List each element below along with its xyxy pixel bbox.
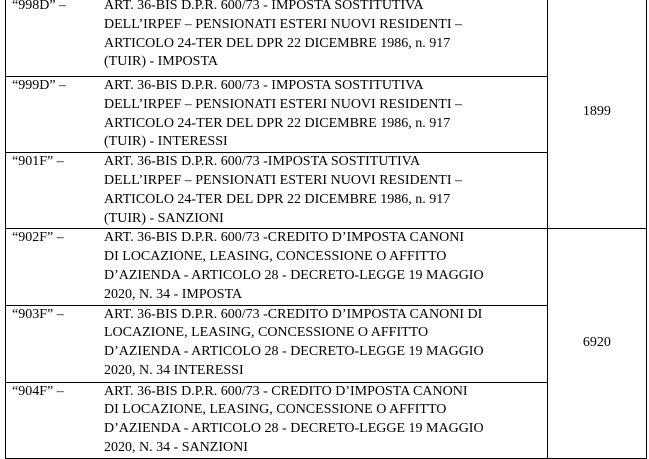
tax-code: “998D” –	[12, 0, 67, 13]
table-row	[6, 0, 647, 77]
description-line: ARTICOLO 24-TER DEL DPR 22 DICEMBRE 1986, n. 917	[104, 115, 451, 131]
description-line: LOCAZIONE, LEASING, CONCESSIONE O AFFITTO	[104, 325, 429, 341]
group-value-cell: 6920	[547, 229, 646, 458]
code-description-cell	[6, 77, 548, 153]
tax-code-description	[104, 153, 547, 228]
tax-code-description	[104, 0, 547, 72]
description-line: ART. 36-BIS D.P.R. 600/73 -CREDITO D’IMPOSTA CANONI DI	[104, 306, 483, 322]
description-line: D’AZIENDA - ARTICOLO 28 - DECRETO-LEGGE 19 MAGGIO	[104, 267, 484, 283]
tax-code: “903F” –	[12, 306, 64, 322]
description-line: 2020, N. 34 INTERESSI	[104, 362, 244, 378]
description-line: 2020, N. 34 - IMPOSTA	[104, 286, 243, 302]
description-line: ART. 36-BIS D.P.R. 600/73 - IMPOSTA SOSTITUTIVA	[104, 0, 424, 13]
tax-code-description	[104, 306, 547, 381]
description-line: ARTICOLO 24-TER DEL DPR 22 DICEMBRE 1986, n. 917	[104, 35, 451, 51]
tax-code-description	[104, 77, 547, 152]
tax-code-description	[104, 383, 547, 458]
description-line: DELL’IRPEF – PENSIONATI ESTERI NUOVI RESIDENTI –	[104, 172, 463, 188]
description-line: ART. 36-BIS D.P.R. 600/73 - CREDITO D’IMPOSTA CANONI	[104, 383, 468, 399]
description-line: DI LOCAZIONE, LEASING, CONCESSIONE O AFFITTO	[104, 402, 447, 418]
description-line: (TUIR) - SANZIONI	[104, 210, 224, 226]
tax-code: “901F” –	[12, 154, 64, 170]
tax-code: “902F” –	[12, 230, 64, 246]
tax-code: “904F” –	[12, 383, 64, 399]
code-description-cell	[6, 382, 548, 458]
group-value-cell: 1899	[547, 0, 646, 229]
tax-code-description	[104, 229, 547, 304]
description-line: D’AZIENDA - ARTICOLO 28 - DECRETO-LEGGE 19 MAGGIO	[104, 421, 484, 437]
code-description-cell	[6, 153, 548, 229]
description-line: DELL’IRPEF – PENSIONATI ESTERI NUOVI RESIDENTI –	[104, 16, 463, 32]
description-line: ART. 36-BIS D.P.R. 600/73 - IMPOSTA SOSTITUTIVA	[104, 78, 424, 93]
description-line: ART. 36-BIS D.P.R. 600/73 -IMPOSTA SOSTITUTIVA	[104, 154, 421, 170]
description-line: DELL’IRPEF – PENSIONATI ESTERI NUOVI RESIDENTI –	[104, 96, 463, 112]
tax-code: “999D” –	[12, 78, 67, 93]
description-line: (TUIR) - IMPOSTA	[104, 54, 218, 70]
code-description-cell	[6, 305, 548, 382]
code-description-cell	[6, 0, 548, 77]
description-line: D’AZIENDA - ARTICOLO 28 - DECRETO-LEGGE 19 MAGGIO	[104, 344, 484, 360]
description-line: 2020, N. 34 - SANZIONI	[104, 439, 248, 455]
description-line: (TUIR) - INTERESSI	[104, 134, 228, 150]
description-line: DI LOCAZIONE, LEASING, CONCESSIONE O AFFITTO	[104, 249, 447, 265]
description-line: ARTICOLO 24-TER DEL DPR 22 DICEMBRE 1986, n. 917	[104, 191, 451, 207]
tax-code-table	[5, 0, 647, 459]
description-line: ART. 36-BIS D.P.R. 600/73 -CREDITO D’IMPOSTA CANONI	[104, 230, 464, 246]
table-row	[6, 229, 647, 305]
code-description-cell	[6, 229, 548, 305]
